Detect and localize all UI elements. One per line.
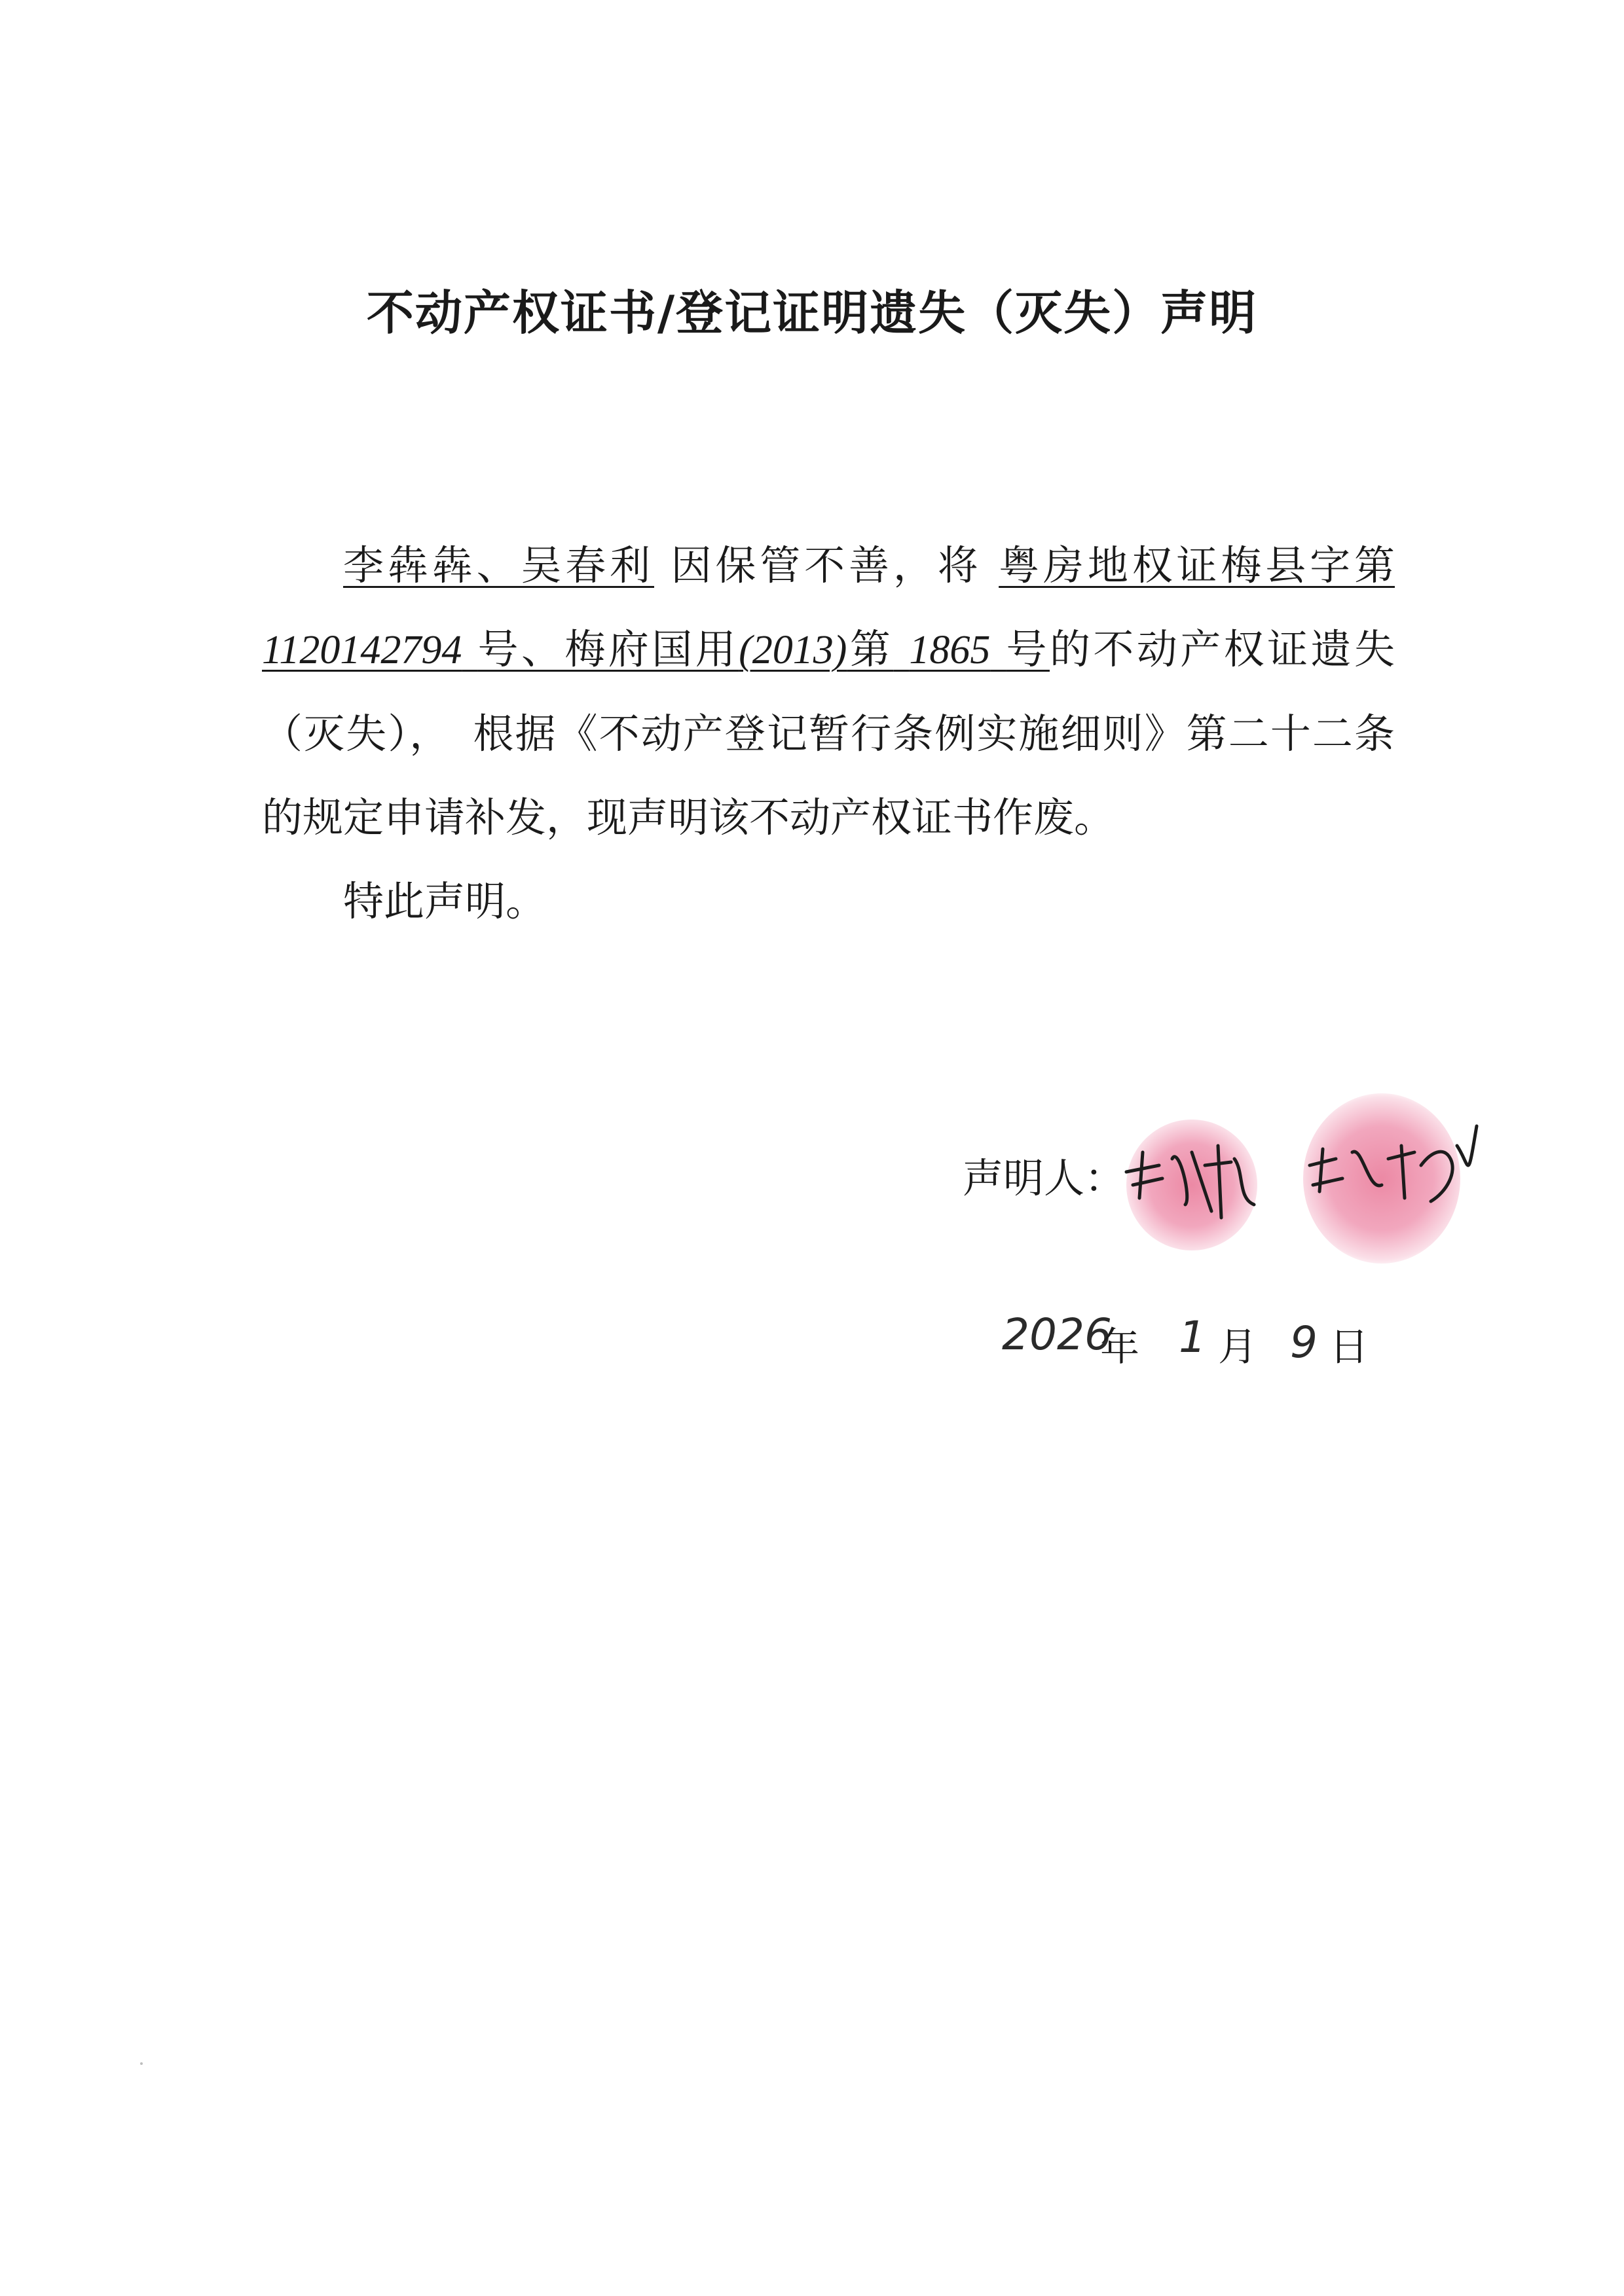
declarant-block bbox=[950, 1061, 1486, 1270]
scan-speck bbox=[140, 2062, 143, 2065]
certificate-number-1: 1120142794 bbox=[262, 628, 462, 672]
legal-basis-text: 根据《不动产登记暂行条例实施细则》第二十二条的规定申请补发，现声明该不动产权证书作废。 bbox=[262, 710, 1395, 841]
certificate-joiner: 号、梅府国用 bbox=[477, 625, 739, 673]
document-title: 不动产权证书/登记证明遗失（灭失）声明 bbox=[366, 285, 1258, 340]
certificate-number-2: 1865 bbox=[909, 628, 991, 672]
date-day-label: 日 bbox=[1329, 1324, 1369, 1370]
certificate-di: 第 bbox=[847, 625, 894, 673]
date-day: 9 bbox=[1290, 1317, 1318, 1368]
declarant-label: 声明人： bbox=[963, 1154, 1126, 1202]
date-month: 1 bbox=[1179, 1312, 1206, 1362]
certificate-hao: 号 bbox=[1006, 625, 1050, 673]
statement-date bbox=[1002, 1303, 1408, 1381]
certificate-year: (2013) bbox=[739, 628, 847, 672]
cause-text: 因保管不善，将 bbox=[671, 541, 982, 589]
date-year-label: 年 bbox=[1100, 1324, 1139, 1370]
signature-2 bbox=[1290, 1087, 1486, 1231]
statement-body bbox=[262, 524, 1395, 943]
date-year: 2026 bbox=[1002, 1309, 1112, 1360]
certificate-prefix: 粤房地权证梅县字第 bbox=[999, 541, 1395, 589]
statement-paragraph bbox=[262, 524, 1395, 860]
closing-text: 特此声明。 bbox=[343, 877, 547, 925]
date-month-label: 月 bbox=[1218, 1324, 1257, 1370]
middle-text: 的不动产权证遗失（灭失）， bbox=[262, 625, 1395, 757]
signature-1 bbox=[1113, 1100, 1270, 1231]
owners-field: 李犇犇、吴春利 bbox=[343, 541, 654, 589]
